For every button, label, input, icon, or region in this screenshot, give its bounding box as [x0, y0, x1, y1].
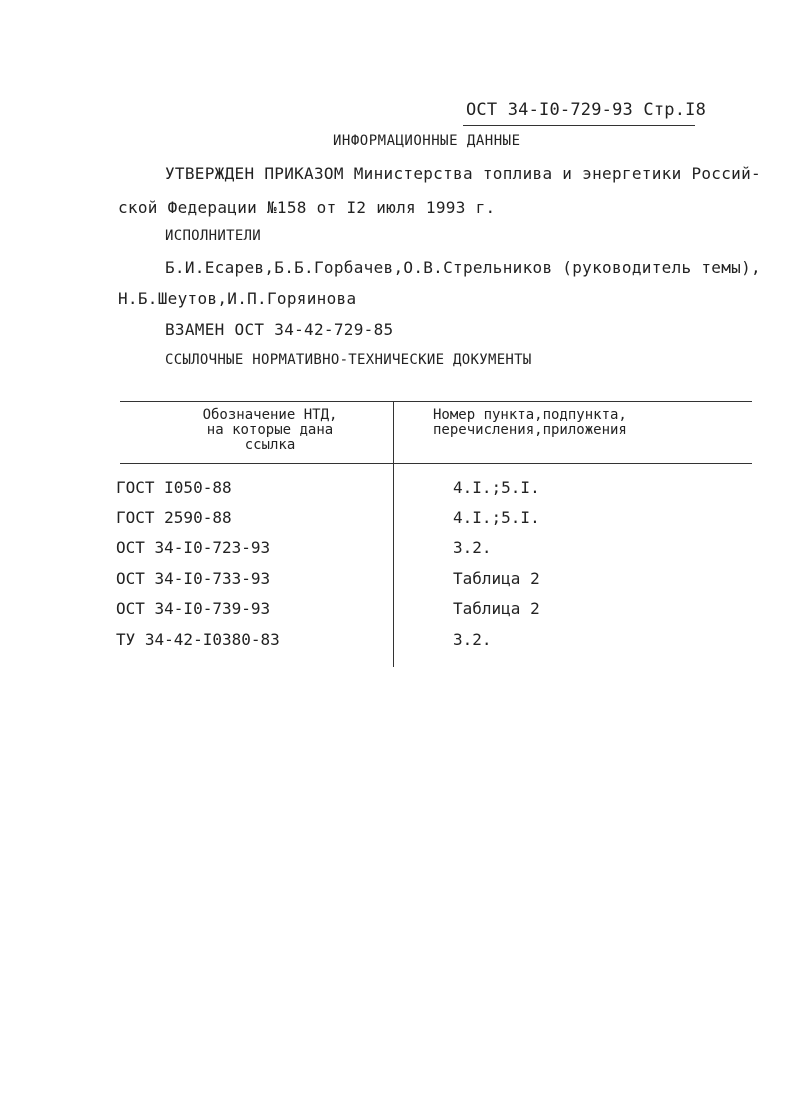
column-header-document: Обозначение НТД, на которые дана ссылка [202, 407, 338, 453]
table-row-reference: 3.2. [453, 538, 492, 557]
table-row-reference: 4.I.;5.I. [453, 508, 540, 527]
approved-line-2: ской Федерации №158 от I2 июля 1993 г. [118, 198, 496, 217]
replaced-standard: ВЗАМЕН ОСТ 34-42-729-85 [165, 320, 394, 339]
executors-heading: ИСПОЛНИТЕЛИ [165, 228, 262, 244]
document-code-underline [463, 125, 695, 126]
document-code-page-number: ОСТ 34-I0-729-93 Стр.I8 [466, 100, 707, 120]
table-row-reference: 4.I.;5.I. [453, 478, 540, 497]
approved-line-1: УТВЕРЖДЕН ПРИКАЗОМ Министерства топлива и энергетики Россий- [165, 164, 761, 183]
table-row-reference: Таблица 2 [453, 599, 540, 618]
table-row-document: ТУ 34-42-I0380-83 [116, 630, 280, 649]
table-row-reference: Таблица 2 [453, 569, 540, 588]
executors-line-1: Б.И.Есарев,Б.Б.Горбачев,О.В.Стрельников (руководитель темы), [165, 258, 761, 277]
table-row-reference: 3.2. [453, 630, 492, 649]
table-header-rule [120, 463, 752, 464]
table-top-rule [120, 401, 752, 402]
table-row-document: ОСТ 34-I0-723-93 [116, 538, 271, 557]
column-header-reference: Номер пункта,подпункта, перечисления,приложения [433, 407, 627, 438]
executors-line-2: Н.Б.Шеутов,И.П.Горяинова [118, 289, 357, 308]
table-row-document: ОСТ 34-I0-733-93 [116, 569, 271, 588]
table-row-document: ОСТ 34-I0-739-93 [116, 599, 271, 618]
table-column-divider [393, 401, 394, 667]
table-row-document: ГОСТ I050-88 [116, 478, 232, 497]
info-section-title: ИНФОРМАЦИОННЫЕ ДАННЫЕ [333, 133, 521, 149]
references-heading: ССЫЛОЧНЫЕ НОРМАТИВНО-ТЕХНИЧЕСКИЕ ДОКУМЕНТЫ [165, 352, 532, 368]
table-row-document: ГОСТ 2590-88 [116, 508, 232, 527]
